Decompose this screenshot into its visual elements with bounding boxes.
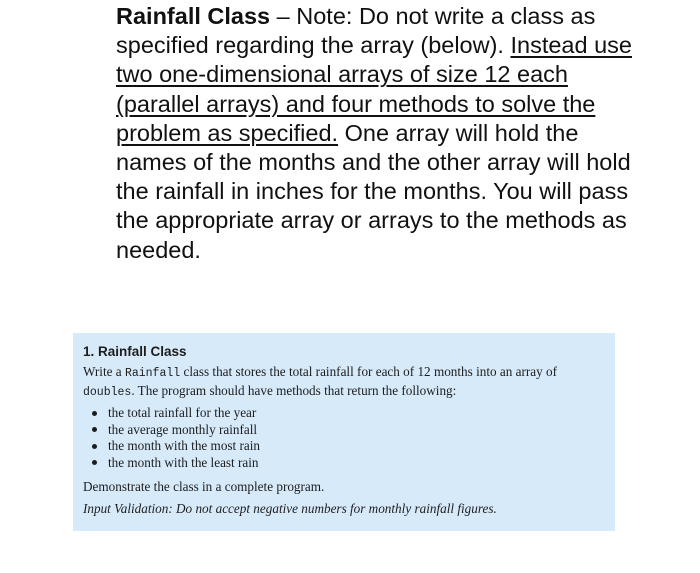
list-item-text: the month with the least rain: [108, 454, 259, 470]
input-validation-text: Input Validation: Do not accept negative numbers for monthly rainfall figures.: [83, 501, 497, 516]
assignment-note: [116, 2, 646, 265]
note-body-text: One array will hold the names of the months and the other array will hold the rainfall in inches for the months. You will pass the appropriate array or arrays to the methods as needed.: [116, 119, 631, 263]
note-underlined-instruction: Instead use two one-dimensional arrays of size 12 each (parallel arrays) and four methods to solve the problem as specified.: [116, 32, 632, 146]
intro-text-1: Write a: [83, 364, 125, 379]
bullet-icon: [92, 427, 97, 432]
class-name-code: Rainfall: [124, 367, 181, 380]
list-item: [92, 455, 599, 472]
list-item-text: the average monthly rainfall: [108, 421, 258, 437]
excerpt-intro: [83, 363, 599, 401]
list-item: [92, 405, 599, 422]
excerpt-title: 1. Rainfall Class: [83, 344, 187, 359]
requirements-list: [83, 405, 599, 471]
textbook-excerpt: [73, 333, 615, 531]
bullet-icon: [92, 411, 97, 416]
demonstrate-text: Demonstrate the class in a complete program.: [83, 479, 325, 494]
list-item-text: the month with the most rain: [108, 438, 261, 453]
bullet-icon: [92, 444, 97, 449]
bullet-icon: [92, 460, 97, 465]
note-title: Rainfall Class: [116, 3, 271, 29]
intro-text-2: class that stores the total rainfall for each of 12 months into an array of: [180, 364, 557, 379]
type-name-code: doubles: [83, 386, 132, 399]
list-item-text: the total rainfall for the year: [108, 405, 257, 420]
list-item: [92, 422, 599, 439]
intro-text-3: . The program should have methods that return the following:: [131, 383, 457, 398]
note-intro-text: – Note: Do not write a class as specified regarding the array (below).: [116, 3, 596, 59]
list-item: [92, 438, 599, 455]
